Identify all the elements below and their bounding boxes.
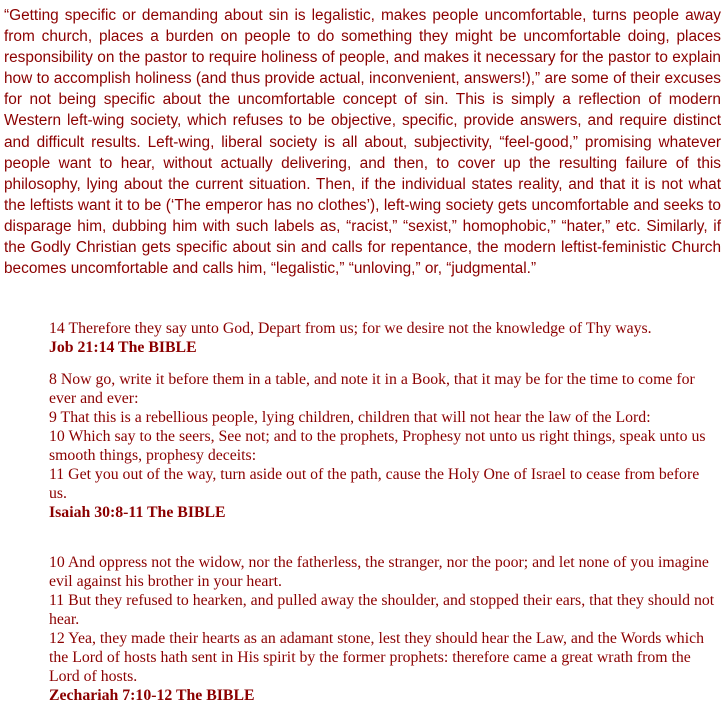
- intro-paragraph: “Getting specific or demanding about sin is legalistic, makes people uncomfortable, turns people away from church, places a burden on people to do something they might be uncomfortable doing, places responsibility on the pastor to require holiness of people, and makes it necessary for the pastor to explain how to accomplish holiness (and thus provide actual, inconvenient, answers!),” are some of their excuses for not being specific about the uncomfortable concept of sin. This is simply a reflection of modern Western left-wing society, which refuses to be objective, specific, provide answers, and require distinct and difficult results. Left-wing, liberal society is all about, subjectivity, “feel-good,” promising whatever people want to hear, without actually delivering, and then, to cover up the resulting failure of this philosophy, lying about the current situation. Then, if the individual states reality, and that it is not what the leftists want it to be (‘The emperor has no clothes’), left-wing society gets uncomfortable and seeks to disparage him, dubbing him with such labels as, “racist,” “sexist,” homophobic,” “hater,” etc. Similarly, if the Godly Christian gets specific about sin and calls for repentance, the modern leftist-feministic Church becomes uncomfortable and calls him, “legalistic,” “unloving,” or, “judgmental.”: [4, 7, 721, 278]
- verse: 8 Now go, write it before them in a table, and note it in a Book, that it may be for the time to come for ever and ever:: [49, 371, 695, 407]
- verse: 10 And oppress not the widow, nor the fatherless, the stranger, nor the poor; and let none of you imagine evil against his brother in your heart.: [49, 554, 709, 590]
- scripture-reference: Zechariah 7:10-12 The BIBLE: [49, 687, 255, 704]
- scripture-reference: Isaiah 30:8-11 The BIBLE: [49, 504, 226, 521]
- scripture-block-isaiah: [49, 370, 719, 522]
- scripture-reference: Job 21:14 The BIBLE: [49, 339, 197, 356]
- verse: 9 That this is a rebellious people, lying children, children that will not hear the law of the Lord:: [49, 409, 651, 426]
- scripture-block-job: [49, 319, 719, 357]
- verse: 11 But they refused to hearken, and pulled away the shoulder, and stopped their ears, that they should not hear.: [49, 592, 715, 628]
- verse: 12 Yea, they made their hearts as an adamant stone, lest they should hear the Law, and the Words which the Lord of hosts hath sent in His spirit by the former prophets: therefore came a great wrath from the Lord of hosts.: [49, 630, 704, 685]
- verse: 11 Get you out of the way, turn aside out of the path, cause the Holy One of Israel to cease from before us.: [49, 466, 700, 502]
- verse: 14 Therefore they say unto God, Depart from us; for we desire not the knowledge of Thy ways.: [49, 320, 652, 337]
- scripture-block-zechariah: [49, 553, 719, 705]
- verse: 10 Which say to the seers, See not; and to the prophets, Prophesy not unto us right things, speak unto us smooth things, prophesy deceits:: [49, 428, 706, 464]
